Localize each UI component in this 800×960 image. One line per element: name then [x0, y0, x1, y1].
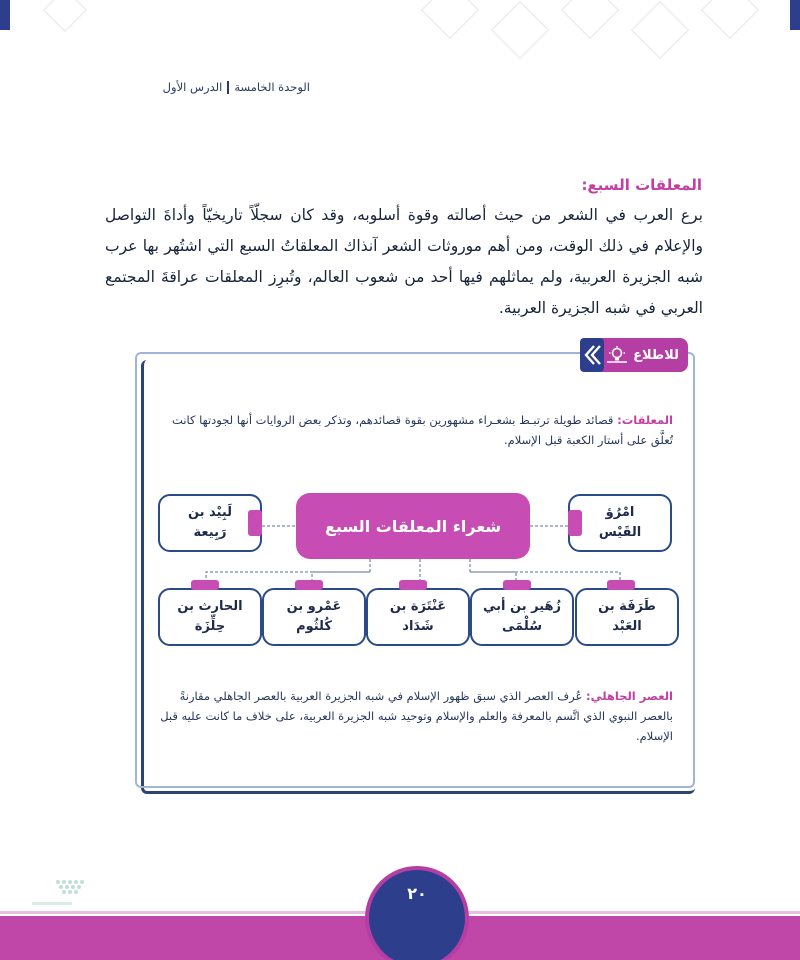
connector-tab	[503, 580, 531, 590]
poet-amr: عَمْرو بن كُلثُوم	[262, 588, 366, 646]
poet-zuhair: زُهَير بن أبي سُلْمَى	[470, 588, 574, 646]
unit-label: الوحدة الخامسة	[234, 80, 310, 94]
poet-harith: الحارث بن حِلِّزَة	[158, 588, 262, 646]
poet-tarafa: طَرَفَة بن العَبْد	[575, 588, 679, 646]
poet-labid: لَبِيْد بن رَبِيعة	[158, 494, 262, 552]
section-title: المعلقات السبع:	[581, 176, 702, 194]
badge-label: للاطلاع	[633, 347, 679, 363]
definition-muallaqat	[155, 410, 673, 450]
definition-term: العصر الجاهلي:	[585, 689, 673, 703]
header-divider	[227, 81, 229, 94]
page-header	[130, 80, 310, 100]
connector-tab	[191, 580, 219, 590]
definition-term: المعلقات:	[617, 413, 673, 427]
chevron-left-icon	[580, 338, 604, 372]
connector-tab	[607, 580, 635, 590]
poet-antara: عَنْتَرَة بن شَدَاد	[366, 588, 470, 646]
connector-tab	[248, 510, 262, 536]
diagram-center-node: شعراء المعلقات السبع	[296, 493, 530, 559]
lesson-label: الدرس الأول	[162, 80, 223, 94]
lightbulb-icon	[607, 346, 627, 364]
connector-tab	[568, 510, 582, 536]
background-pattern	[0, 0, 800, 80]
definition-text: قصائد طويلة ترتبـط بشعـراء مشهورين بقوة قصائدهم، وتذكر بعض الروايات أنها لجودتها كانت تُعلَّق على أستار الكعبة قبل الإسلام.	[172, 413, 673, 447]
definition-jahili-era	[155, 686, 673, 746]
intro-paragraph: برع العرب في الشعر من حيث أصالته وقوة أسلوبه، وقد كان سجلّاً تاريخيّاً وأداةَ التواصل والإعلام في ذلك الوقت، ومن أهم موروثات الشعر آنذاك المعلقاتُ السبع التي اشتُهر بها عرب شبه الجزيرة العربية، ولم يماثلهم فيها أحد من شعوب العالم، وتُبرِز المعلقات عراقةَ المجتمع العربي في شبه الجزيرة العربية.	[105, 206, 703, 317]
connector-tab	[295, 580, 323, 590]
definition-text: عُرف العصر الذي سبق ظهور الإسلام في شبه الجزيرة العربية بالعصر الجاهلي مقارنةً بالعصر النبوي الذي اتَّسم بالمعرفة والعلم والإسلام وتوحيد شبه الجزيرة العربية، على خلاف ما كانت عليه قبل الإسلام.	[160, 689, 673, 743]
connector-tab	[399, 580, 427, 590]
page-number: ٢٠	[365, 866, 469, 960]
ministry-logo	[30, 876, 120, 912]
poet-imru-al-qais: امْرُؤ القَيْس	[568, 494, 672, 552]
